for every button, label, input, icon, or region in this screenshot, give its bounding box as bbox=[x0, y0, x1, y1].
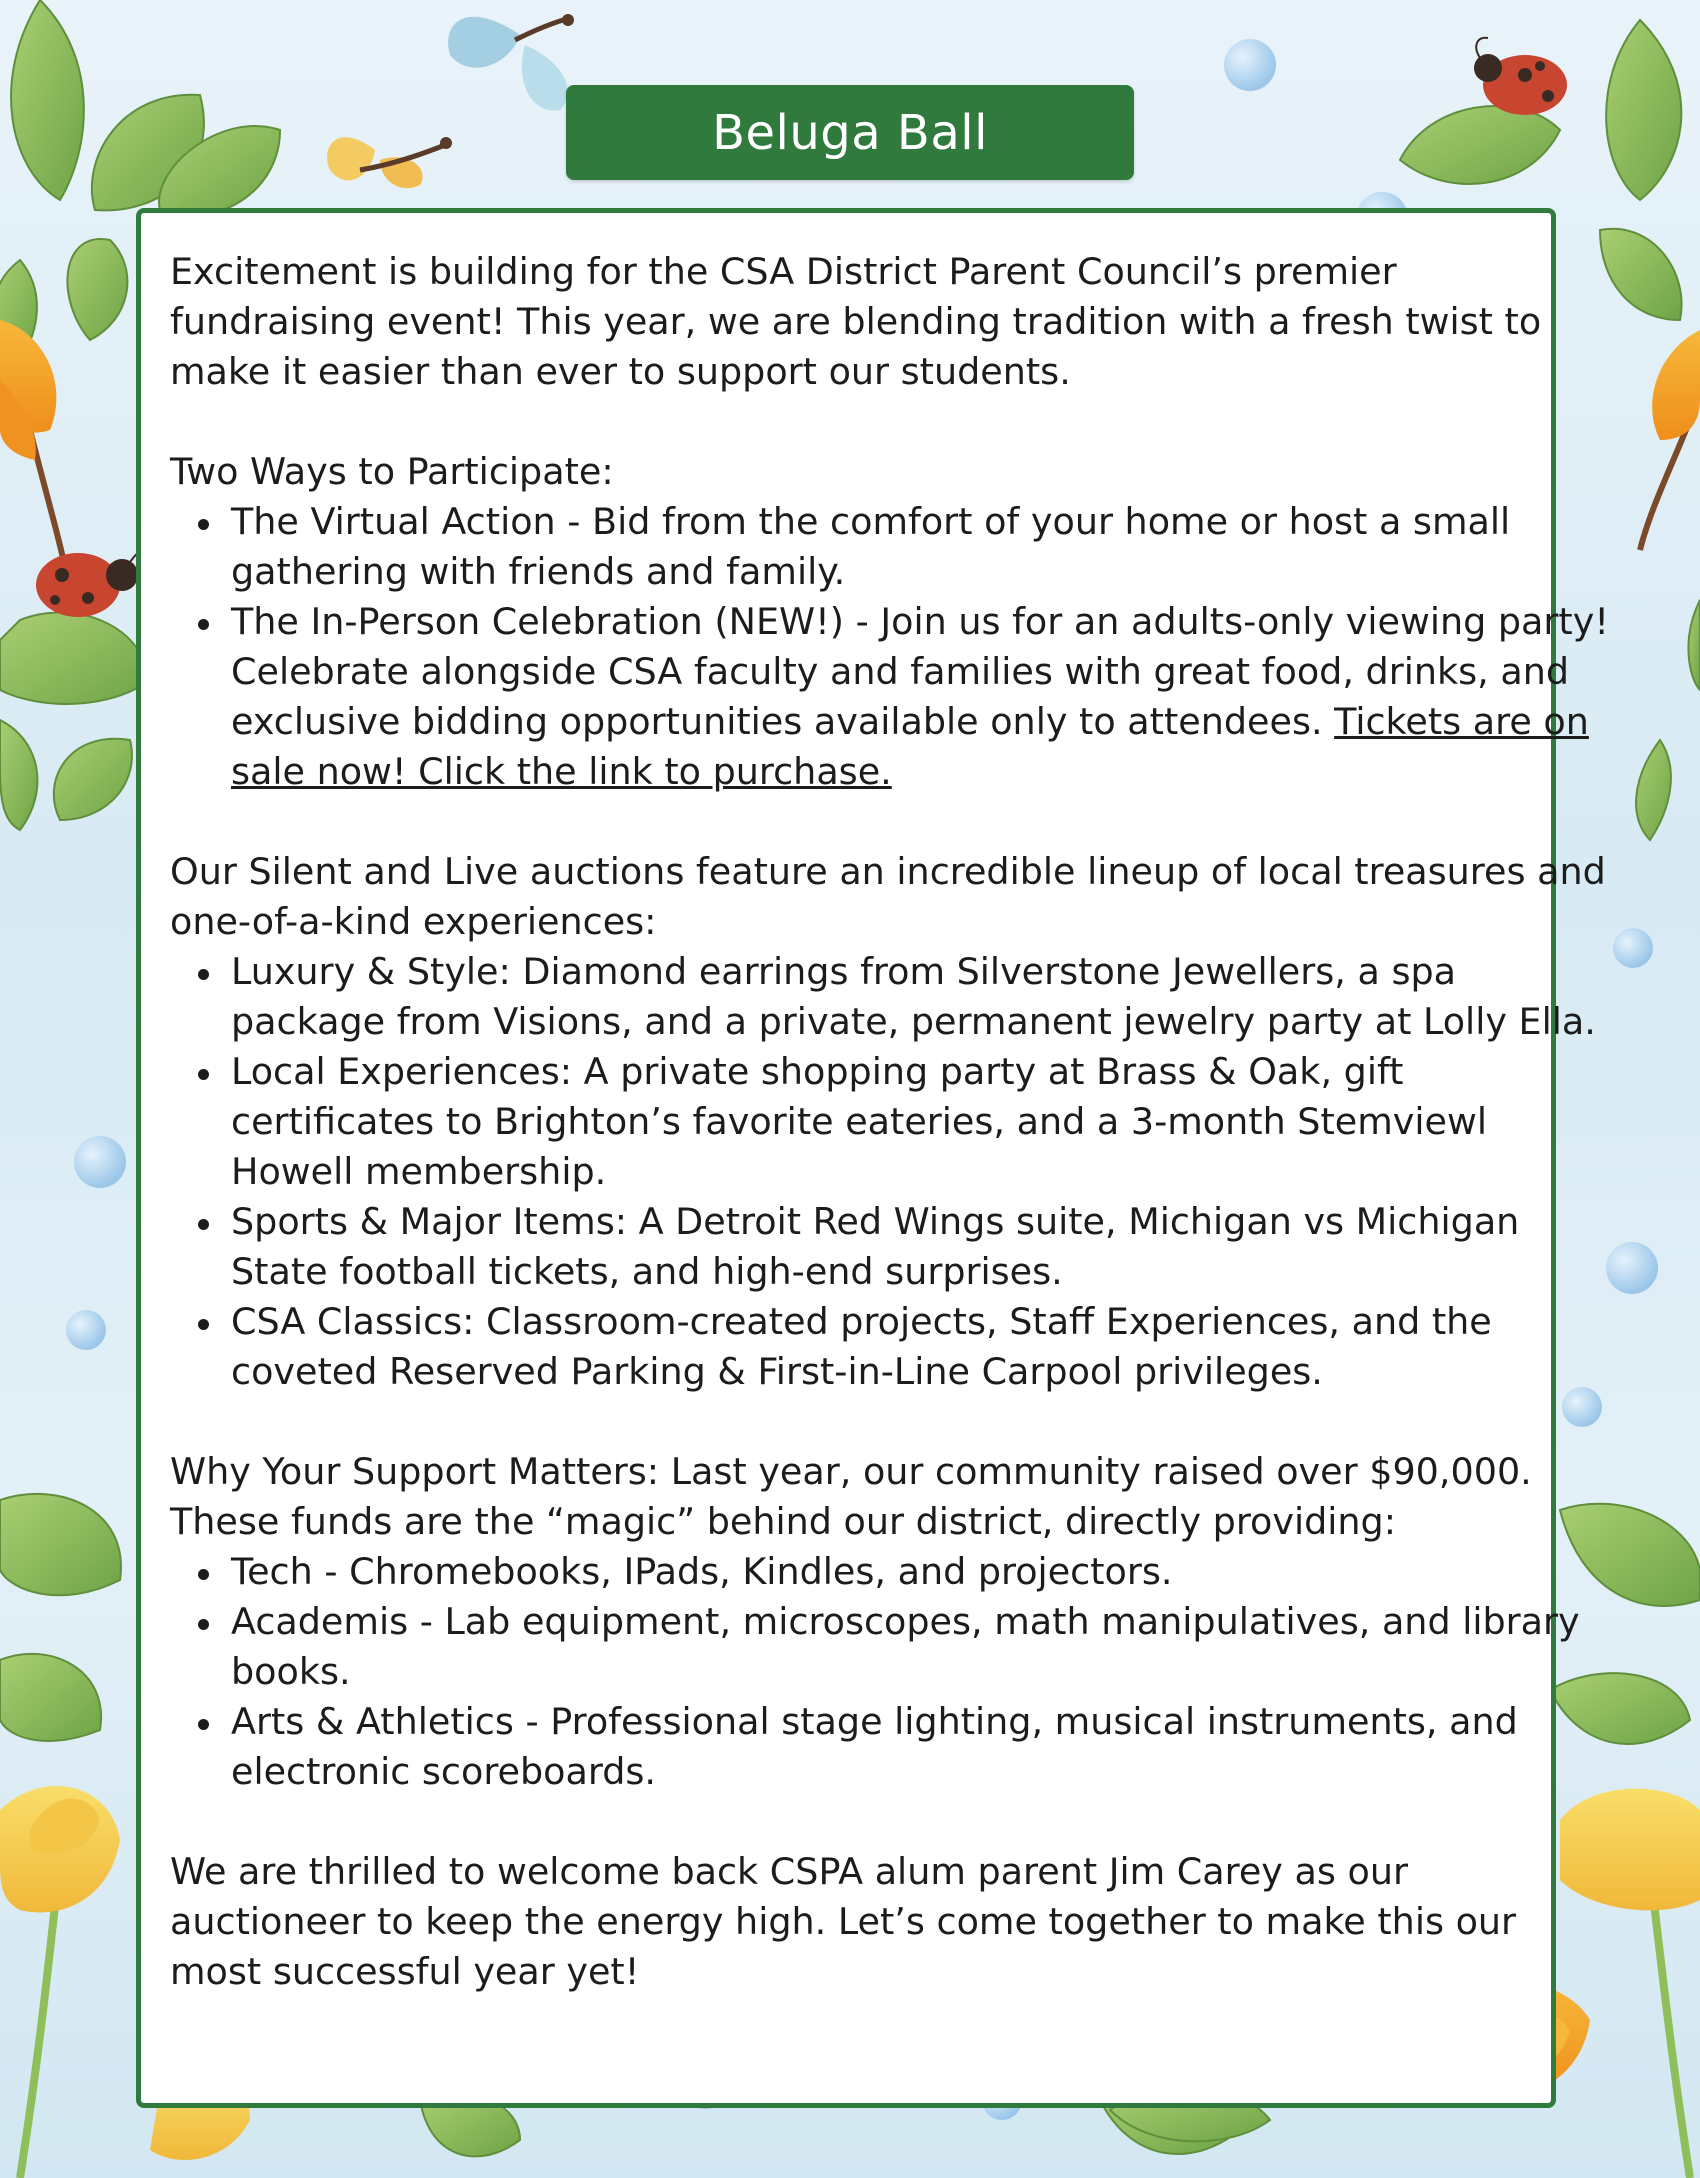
title-banner bbox=[566, 85, 1134, 180]
tickets-link[interactable]: Tickets are on sale now! Click the link to purchase. bbox=[231, 700, 1589, 793]
support-list bbox=[170, 1547, 1610, 1797]
leaf-right-mid-icon bbox=[1636, 600, 1700, 840]
participate-heading: Two Ways to Participate: bbox=[170, 450, 614, 493]
orange-flower-right-icon bbox=[1640, 330, 1700, 550]
support-heading: Why Your Support Matters: Last year, our community raised over $90,000. These funds are the “magic” behind our district, directly providing: bbox=[170, 1450, 1532, 1543]
list-item: CSA Classics: Classroom-created projects, Staff Experiences, and the coveted Reserved Parking & First-in-Line Carpool privileges. bbox=[231, 1297, 1610, 1397]
content bbox=[170, 247, 1610, 1997]
list-item: Luxury & Style: Diamond earrings from Silverstone Jewellers, a spa package from Visions, and a private, permanent jewelry party at Lolly Ella. bbox=[231, 947, 1610, 1047]
orange-flower-left-icon bbox=[0, 320, 70, 590]
page-title: Beluga Ball bbox=[712, 104, 988, 161]
ladybug-left-icon bbox=[0, 547, 156, 704]
list-item: The Virtual Action - Bid from the comfort of your home or host a small gathering with friends and family. bbox=[231, 497, 1610, 597]
ladybug-top-right-icon bbox=[1474, 38, 1567, 115]
leaf-left-mid-icon bbox=[0, 720, 132, 830]
intro-paragraph: Excitement is building for the CSA District Parent Council’s premier fundraising event! This year, we are blending tradition with a fresh twist to make it easier than ever to support our students. bbox=[170, 250, 1542, 393]
list-item: The In-Person Celebration (NEW!) - Join us for an adults-only viewing party! Celebrate alongside CSA faculty and families with great food, drinks, and exclusive bidding opportunities available only to attendees. Tickets are on sale now! Click the link to purchase. bbox=[231, 597, 1610, 797]
butterfly-yellow-icon bbox=[327, 137, 452, 188]
list-item: Sports & Major Items: A Detroit Red Wings suite, Michigan vs Michigan State football tickets, and high-end surprises. bbox=[231, 1197, 1610, 1297]
participate-list bbox=[170, 497, 1610, 797]
butterfly-blue-icon bbox=[448, 14, 574, 110]
auctions-heading: Our Silent and Live auctions feature an incredible lineup of local treasures and one-of-a-kind experiences: bbox=[170, 850, 1606, 943]
auctions-list bbox=[170, 947, 1610, 1397]
list-item: Arts & Athletics - Professional stage lighting, musical instruments, and electronic scoreboards. bbox=[231, 1697, 1610, 1797]
list-item: Local Experiences: A private shopping party at Brass & Oak, gift certificates to Brighton’s favorite eateries, and a 3-month Stemviewl Howell membership. bbox=[231, 1047, 1610, 1197]
list-item: Tech - Chromebooks, IPads, Kindles, and projectors. bbox=[231, 1547, 1610, 1597]
list-item: Academis - Lab equipment, microscopes, math manipulatives, and library books. bbox=[231, 1597, 1610, 1697]
closing-paragraph: We are thrilled to welcome back CSPA alum parent Jim Carey as our auctioneer to keep the energy high. Let’s come together to make this our most successful year yet! bbox=[170, 1850, 1517, 1993]
